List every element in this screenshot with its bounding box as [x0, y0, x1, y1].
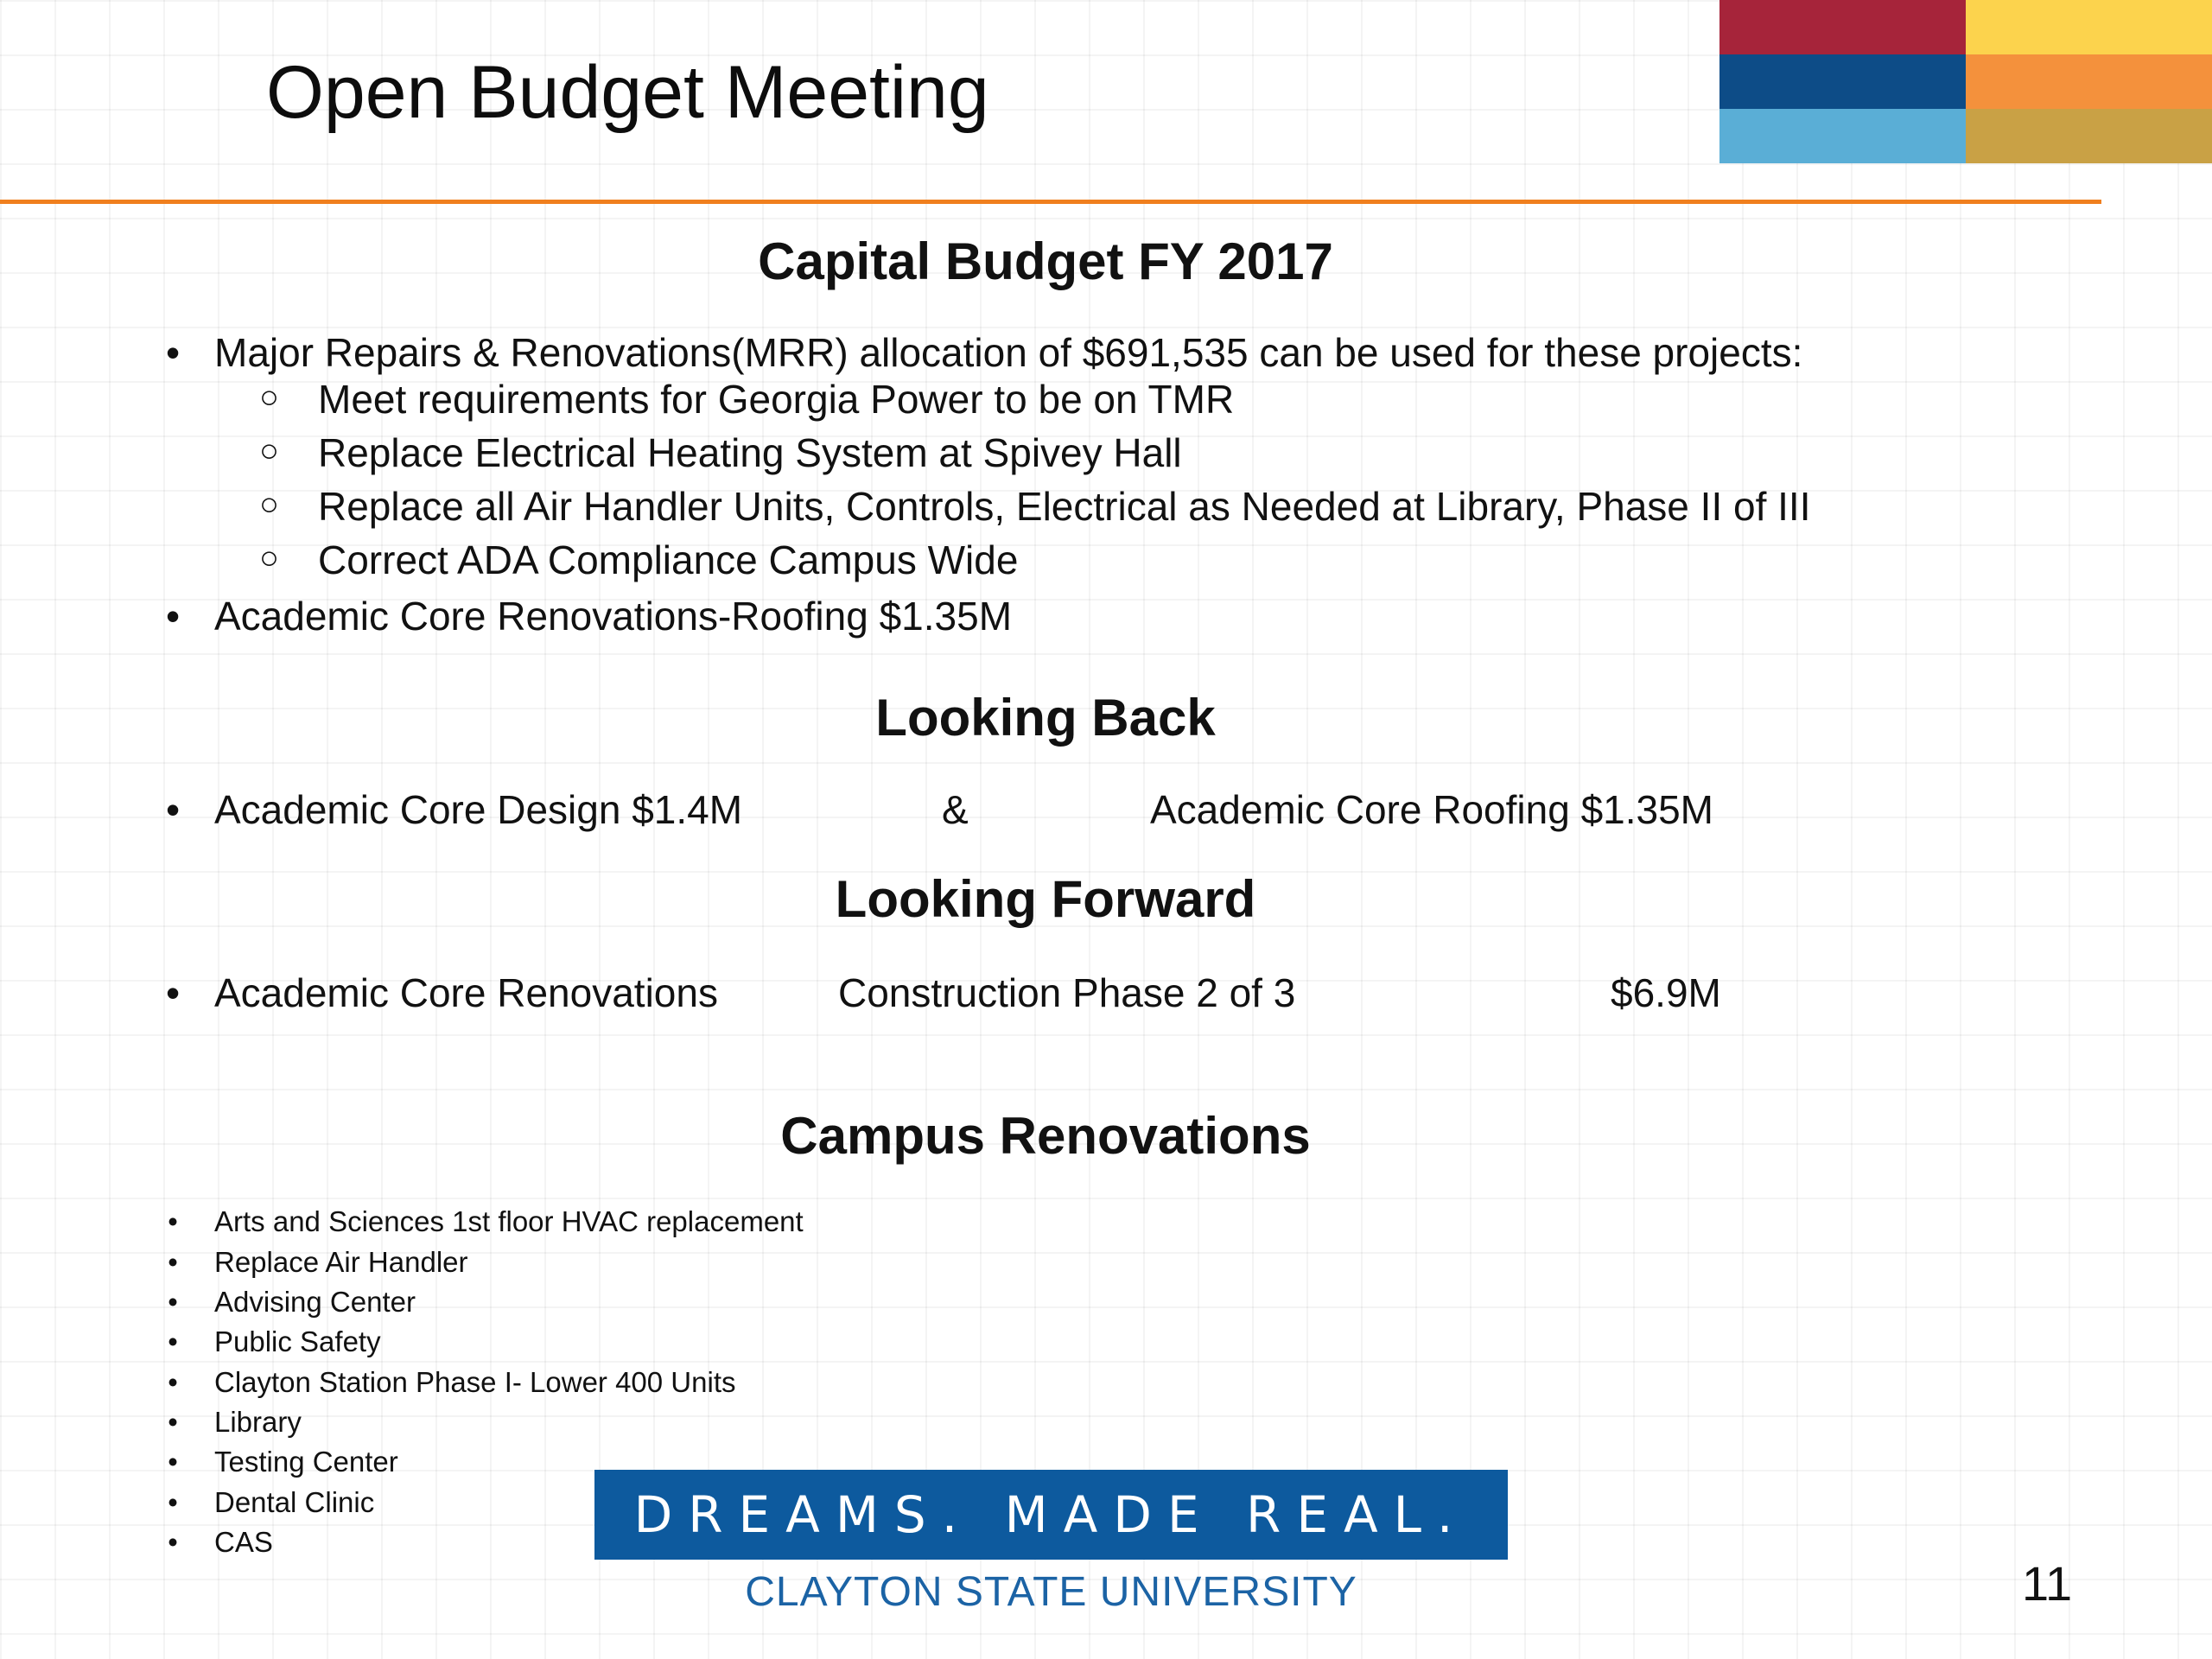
capital-budget-heading: Capital Budget FY 2017 — [758, 232, 1333, 290]
bullet-icon: • — [168, 1526, 178, 1558]
bullet-icon: • — [168, 1446, 178, 1478]
bullet-icon: • — [168, 1205, 178, 1237]
bullet-icon: • — [168, 1366, 178, 1398]
bullet-icon: • — [168, 1246, 178, 1278]
slide-title: Open Budget Meeting — [266, 51, 989, 134]
campus-renovations-heading: Campus Renovations — [780, 1107, 1311, 1165]
page-number: 11 — [2022, 1556, 2073, 1611]
color-block-red — [1719, 0, 1966, 54]
campus-item-text: Public Safety — [214, 1325, 381, 1357]
campus-item-text: Testing Center — [214, 1446, 398, 1478]
campus-item-text: Arts and Sciences 1st floor HVAC replacement — [214, 1205, 804, 1237]
looking-forward-phase: Construction Phase 2 of 3 — [838, 970, 1296, 1015]
project-text: Replace Electrical Heating System at Spivey Hall — [318, 430, 1182, 475]
campus-item-text: Clayton Station Phase I- Lower 400 Units — [214, 1366, 736, 1398]
tagline-banner — [594, 1470, 1508, 1560]
mrr-text: Major Repairs & Renovations(MRR) allocation of $691,535 can be used for these projects: — [214, 330, 1803, 375]
project-text: Correct ADA Compliance Campus Wide — [318, 537, 1019, 582]
looking-back-right: Academic Core Roofing $1.35M — [1150, 787, 1713, 832]
project-text: Meet requirements for Georgia Power to be on TMR — [318, 377, 1235, 422]
color-block-orange — [1966, 54, 2212, 109]
bullet-icon: • — [168, 1325, 178, 1357]
campus-item-text: Advising Center — [214, 1286, 416, 1318]
looking-forward-amount: $6.9M — [1611, 970, 1721, 1015]
looking-forward-heading: Looking Forward — [835, 870, 1256, 928]
bullet-icon: • — [165, 330, 181, 375]
project-text: Replace all Air Handler Units, Controls, Electrical as Needed at Library, Phase II of III — [318, 484, 1811, 529]
circle-bullet-icon: ○ — [259, 379, 279, 416]
bullet-icon: • — [168, 1486, 178, 1518]
circle-bullet-icon: ○ — [259, 540, 279, 576]
looking-back-left: Academic Core Design $1.4M — [214, 787, 743, 832]
circle-bullet-icon: ○ — [259, 433, 279, 469]
color-block-sky — [1719, 109, 1966, 163]
tagline-text: DREAMS. MADE REAL. — [633, 1485, 1469, 1544]
circle-bullet-icon: ○ — [259, 486, 279, 523]
bullet-icon: • — [165, 970, 181, 1015]
looking-back-heading: Looking Back — [875, 689, 1216, 747]
bullet-icon: • — [165, 594, 181, 639]
bullet-icon: • — [165, 787, 181, 832]
bullet-icon: • — [168, 1406, 178, 1438]
title-underline — [0, 200, 2101, 204]
color-block-yellow — [1966, 0, 2212, 54]
looking-back-connector: & — [942, 787, 969, 832]
roofing-text: Academic Core Renovations-Roofing $1.35M — [214, 594, 1013, 639]
color-block-gold — [1966, 109, 2212, 163]
bullet-icon: • — [168, 1286, 178, 1318]
campus-item-text: Replace Air Handler — [214, 1246, 468, 1278]
university-name: CLAYTON STATE UNIVERSITY — [745, 1569, 1357, 1615]
campus-item-text: Dental Clinic — [214, 1486, 375, 1518]
campus-item-text: CAS — [214, 1526, 273, 1558]
campus-item-text: Library — [214, 1406, 302, 1438]
looking-forward-project: Academic Core Renovations — [214, 970, 718, 1015]
color-block-navy — [1719, 54, 1966, 109]
color-block-decoration — [1719, 0, 2212, 164]
